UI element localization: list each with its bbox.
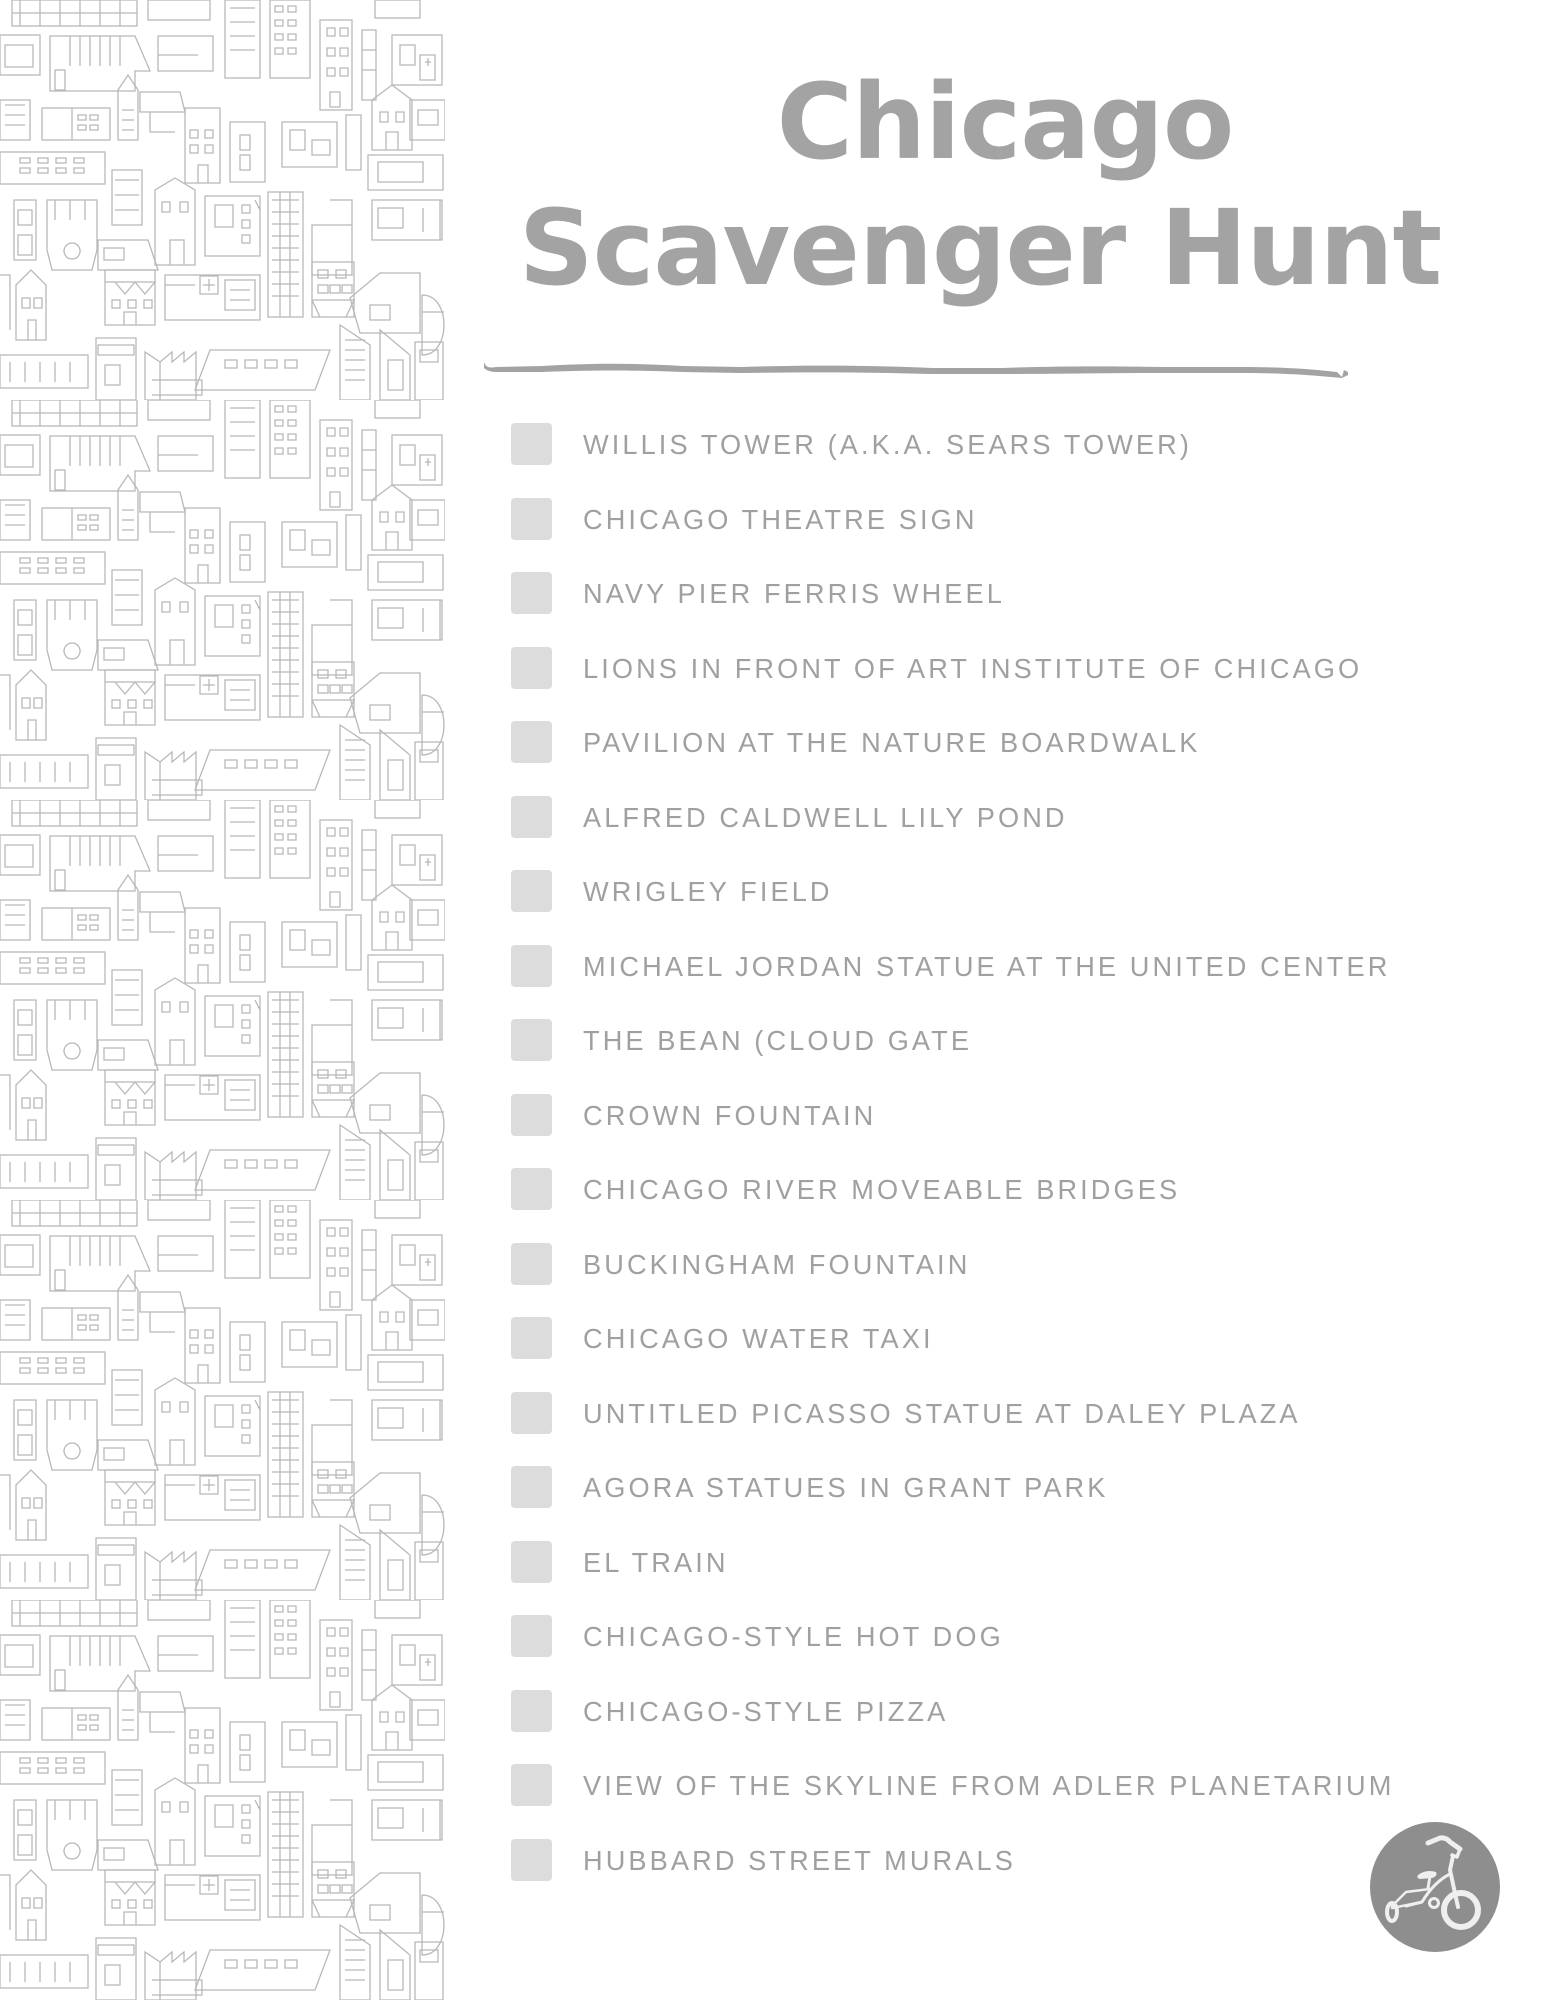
checkbox[interactable] (511, 1541, 552, 1583)
checklist-item (511, 423, 1420, 498)
checklist-item-label: UNTITLED PICASSO STATUE AT DALEY PLAZA (583, 1397, 1301, 1429)
tricycle-icon (1370, 1822, 1500, 1952)
checkbox[interactable] (511, 1615, 552, 1657)
checkbox[interactable] (511, 498, 552, 540)
checklist-item (511, 870, 1420, 945)
checkbox[interactable] (511, 1243, 552, 1285)
brush-underline-divider (482, 358, 1350, 380)
checklist-item (511, 1764, 1420, 1839)
checkbox[interactable] (511, 1168, 552, 1210)
checklist-item-label: CHICAGO THEATRE SIGN (583, 503, 978, 535)
checklist-item (511, 1317, 1420, 1392)
checklist-item (511, 1392, 1420, 1467)
checklist-item-label: AGORA STATUES IN GRANT PARK (583, 1472, 1109, 1503)
checklist-item (511, 498, 1420, 573)
scavenger-checklist (511, 423, 1420, 1913)
checkbox[interactable] (511, 721, 552, 763)
checklist-item (511, 1466, 1420, 1541)
checkbox[interactable] (511, 1764, 552, 1806)
checklist-item (511, 1839, 1420, 1914)
page-title-line-1: Chicago (776, 61, 1234, 183)
checklist-item-label: WILLIS TOWER (A.K.A. SEARS TOWER) (583, 429, 1193, 460)
checklist-item (511, 1243, 1420, 1318)
checklist-item (511, 1019, 1420, 1094)
checkbox[interactable] (511, 945, 552, 987)
checkbox[interactable] (511, 647, 552, 689)
city-buildings-pattern-icon (0, 0, 445, 2000)
checkbox[interactable] (511, 423, 552, 465)
checkbox[interactable] (511, 1690, 552, 1732)
checklist-item (511, 945, 1420, 1020)
checkbox[interactable] (511, 796, 552, 838)
checklist-item-label: WRIGLEY FIELD (583, 876, 833, 907)
checklist-item-label: CROWN FOUNTAIN (583, 1099, 877, 1131)
checkbox[interactable] (511, 1392, 552, 1434)
checklist-item (511, 1690, 1420, 1765)
checkbox[interactable] (511, 870, 552, 912)
checklist-item-label: THE BEAN (CLOUD GATE (583, 1025, 973, 1056)
checklist-item-label: NAVY PIER FERRIS WHEEL (583, 578, 1005, 609)
checkbox[interactable] (511, 1839, 552, 1881)
checklist-item (511, 721, 1420, 796)
checklist-item (511, 572, 1420, 647)
checklist-item (511, 647, 1420, 722)
checklist-item-label: CHICAGO RIVER MOVEABLE BRIDGES (583, 1174, 1181, 1205)
checklist-item-label: BUCKINGHAM FOUNTAIN (583, 1248, 971, 1280)
checklist-item-label: CHICAGO WATER TAXI (583, 1323, 934, 1354)
checklist-item (511, 796, 1420, 871)
checklist-item (511, 1168, 1420, 1243)
checklist-item-label: EL TRAIN (583, 1546, 729, 1578)
checkbox[interactable] (511, 572, 552, 614)
checklist-item-label: HUBBARD STREET MURALS (583, 1844, 1016, 1876)
logo-badge (1370, 1822, 1500, 1952)
checklist-item-label: ALFRED CALDWELL LILY POND (583, 801, 1068, 833)
checklist-item-label: LIONS IN FRONT OF ART INSTITUTE OF CHICAGO (583, 652, 1363, 684)
checklist-item (511, 1094, 1420, 1169)
checklist-item (511, 1541, 1420, 1616)
checklist-item-label: VIEW OF THE SKYLINE FROM ADLER PLANETARIUM (583, 1770, 1395, 1801)
checkbox[interactable] (511, 1317, 552, 1359)
checkbox[interactable] (511, 1466, 552, 1508)
checkbox[interactable] (511, 1019, 552, 1061)
checklist-item (511, 1615, 1420, 1690)
checkbox[interactable] (511, 1094, 552, 1136)
checklist-item-label: CHICAGO-STYLE PIZZA (583, 1695, 949, 1727)
checklist-item-label: MICHAEL JORDAN STATUE AT THE UNITED CENTER (583, 950, 1391, 982)
page-title-line-2: Scavenger Hunt (518, 187, 1442, 309)
city-pattern-panel (0, 0, 445, 2000)
checklist-item-label: CHICAGO-STYLE HOT DOG (583, 1621, 1004, 1652)
checklist-item-label: PAVILION AT THE NATURE BOARDWALK (583, 727, 1201, 758)
